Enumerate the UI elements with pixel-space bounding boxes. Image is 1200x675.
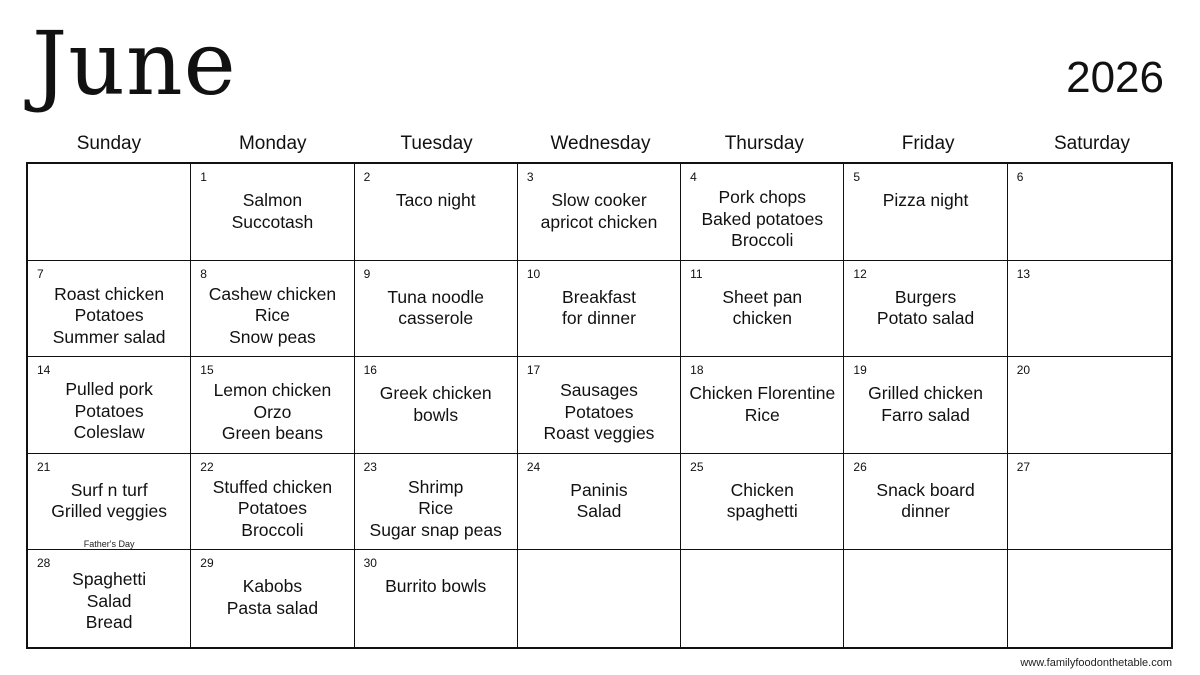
footer-url: www.familyfoodonthetable.com [1020, 657, 1172, 669]
meal-text: Greek chicken bowls [379, 383, 492, 425]
day-number: 19 [853, 363, 867, 378]
calendar-day-cell [844, 357, 1007, 454]
meal-text: Pork chops Baked potatoes Broccoli [701, 187, 824, 250]
day-number: 21 [37, 459, 51, 474]
calendar-day-cell [28, 164, 191, 261]
calendar-day-cell [355, 454, 518, 551]
calendar-day-cell [844, 164, 1007, 261]
day-number: 17 [526, 363, 541, 378]
calendar-day-cell [191, 454, 354, 551]
meal-text: Lemon chicken Orzo Green beans [213, 380, 332, 444]
weekday-wednesday: Wednesday [550, 133, 651, 154]
meal-text: Surf n turf Grilled veggies [51, 479, 168, 522]
calendar-day-cell [28, 454, 191, 551]
day-number: 24 [526, 459, 541, 474]
calendar-day-cell [681, 164, 844, 261]
day-number: 10 [526, 266, 541, 281]
day-number: 13 [1016, 266, 1031, 281]
month-title: June [32, 12, 237, 115]
calendar-day-cell [681, 550, 844, 647]
day-number: 18 [690, 363, 704, 378]
holiday-note: Father's Day [83, 539, 135, 550]
calendar-day-cell [681, 261, 844, 358]
meal-text: Burrito bowls [385, 576, 487, 597]
calendar-day-cell [355, 261, 518, 358]
meal-text: Sheet pan chicken [722, 286, 803, 329]
day-number: 29 [200, 556, 214, 571]
meal-text: Slow cooker apricot chicken [540, 190, 658, 232]
weekday-sunday: Sunday [76, 133, 142, 154]
meal-text: Paninis Salad [570, 479, 628, 522]
day-number: 27 [1016, 459, 1031, 474]
day-number: 26 [853, 459, 867, 474]
day-number: 3 [526, 170, 534, 184]
meal-text: Tuna noodle casserole [387, 286, 485, 329]
meal-text: Breakfast for dinner [562, 286, 636, 329]
calendar-day-cell [681, 454, 844, 551]
weekday-header-row [27, 133, 1174, 157]
calendar-day-cell [355, 357, 518, 454]
calendar-grid [26, 162, 1173, 649]
calendar-day-cell [1008, 454, 1171, 551]
calendar-day-cell [1008, 357, 1171, 454]
meal-text: Stuffed chicken Potatoes Broccoli [212, 476, 333, 540]
day-number: 5 [853, 170, 861, 184]
calendar-day-cell [844, 261, 1007, 358]
calendar-day-cell [191, 357, 354, 454]
calendar-day-cell [518, 164, 681, 261]
meal-text: Snack board dinner [876, 479, 975, 522]
calendar-day-cell [355, 164, 518, 261]
meal-text: Pizza night [882, 190, 969, 210]
day-number: 9 [363, 266, 371, 281]
day-number: 8 [200, 266, 207, 281]
calendar-day-cell [844, 550, 1007, 647]
calendar-day-cell [28, 261, 191, 358]
meal-text: Kabobs Pasta salad [226, 576, 319, 618]
meal-text: Taco night [395, 190, 476, 210]
meal-text: Spaghetti Salad Bread [72, 569, 147, 633]
weekday-thursday: Thursday [724, 133, 804, 154]
meal-text: Pulled pork Potatoes Coleslaw [65, 379, 153, 443]
meal-text: Cashew chicken Rice Snow peas [208, 283, 337, 347]
day-number: 12 [853, 266, 867, 281]
weekday-saturday: Saturday [1053, 133, 1130, 154]
day-number: 20 [1016, 363, 1031, 378]
calendar-day-cell [191, 550, 354, 647]
calendar-day-cell [28, 357, 191, 454]
year-label: 2026 [1066, 53, 1164, 102]
weekday-friday: Friday [901, 133, 955, 154]
day-number: 25 [690, 459, 704, 474]
day-number: 15 [200, 363, 214, 378]
day-number: 22 [200, 459, 214, 474]
meal-text: Sausages Potatoes Roast veggies [543, 380, 655, 444]
meal-text: Burgers Potato salad [876, 286, 975, 329]
meal-text: Roast chicken Potatoes Summer salad [52, 283, 166, 347]
calendar-day-cell [844, 454, 1007, 551]
meal-text: Salmon Succotash [231, 190, 314, 232]
day-number: 2 [363, 170, 371, 184]
calendar-day-cell [1008, 261, 1171, 358]
calendar-day-cell [518, 357, 681, 454]
calendar-day-cell [1008, 550, 1171, 647]
meal-text: Chicken Florentine Rice [689, 383, 836, 425]
day-number: 14 [37, 363, 51, 378]
day-number: 7 [37, 266, 44, 281]
calendar-day-cell [1008, 164, 1171, 261]
calendar-day-cell [518, 454, 681, 551]
weekday-tuesday: Tuesday [400, 133, 473, 154]
calendar-day-cell [191, 164, 354, 261]
day-number: 30 [363, 556, 377, 571]
calendar-day-cell [681, 357, 844, 454]
meal-text: Chicken spaghetti [726, 479, 798, 522]
weekday-monday: Monday [238, 133, 307, 154]
day-number: 6 [1016, 170, 1024, 184]
calendar-day-cell [355, 550, 518, 647]
day-number: 28 [37, 556, 51, 571]
meal-text: Grilled chicken Farro salad [868, 383, 983, 425]
calendar-day-cell [518, 550, 681, 647]
calendar-day-cell [518, 261, 681, 358]
calendar-day-cell [28, 550, 191, 647]
day-number: 4 [690, 170, 697, 184]
day-number: 23 [363, 459, 377, 474]
day-number: 11 [690, 266, 703, 281]
calendar-day-cell [191, 261, 354, 358]
day-number: 16 [363, 363, 377, 378]
day-number: 1 [200, 170, 207, 184]
meal-text: Shrimp Rice Sugar snap peas [369, 476, 502, 540]
